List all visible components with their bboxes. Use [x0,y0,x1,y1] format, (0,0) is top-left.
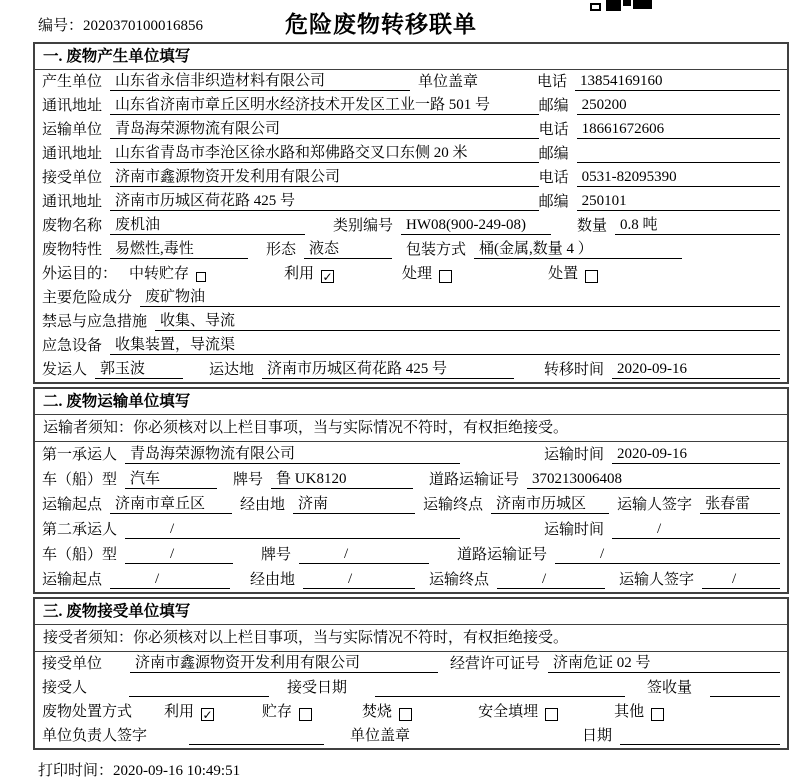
row-second-carrier [35,517,787,542]
addr1-label: 通讯地址 [42,98,103,114]
row-vehicle2 [35,542,787,567]
checkbox-label: 处理 [402,266,433,282]
dest-value: 济南市历城区荷花路 425 号 [262,360,514,379]
recv-date-value [375,679,625,697]
purpose-option-dispose [548,265,598,283]
print-time-value: 2020-09-16 10:49:51 [113,763,241,779]
category-label: 类别编号 [333,218,394,234]
via2-value: / [303,570,415,589]
carrier2-value: / [125,520,460,539]
time2-value: / [612,520,780,539]
checkbox-label: 中转贮存 [129,266,190,282]
checkbox-label: 处置 [548,266,579,282]
start2-value: / [110,570,230,589]
checkbox-icon [439,270,452,283]
quantity-value: 0.8 吨 [615,216,780,235]
traits-value: 易燃性,毒性 [110,240,248,259]
row-hazard-components [35,286,787,310]
row-shipper [35,358,787,382]
recv-unit3-value: 济南市鑫源物资开发利用有限公司 [130,654,438,673]
phone3-value: 0531-82095390 [577,168,780,187]
row-receiver-unit [35,166,787,190]
section-transporter [33,387,789,594]
hazard-value: 废矿物油 [140,288,780,307]
qr-code-fragment-icon [590,0,652,11]
disposal-option-incinerate [362,703,412,721]
plate2-value: / [299,545,429,564]
transfer-time-value: 2020-09-16 [612,360,780,379]
checkbox-label: 贮存 [262,704,293,720]
disposal-option-landfill [478,703,558,721]
time1-label: 运输时间 [543,447,604,463]
plate1-value: 鲁 UK8120 [271,470,413,489]
checkbox-label: 其他 [614,704,645,720]
recv-qty-label: 签收量 [647,680,693,696]
section-producer-title: 一. 废物产生单位填写 [35,44,787,70]
emergency-value: 收集、导流 [155,312,780,331]
manifest-document [33,0,789,780]
carrier1-label: 第一承运人 [42,447,118,463]
sign2-label: 运输人签字 [618,572,694,588]
checkbox-icon [585,270,598,283]
quantity-label: 数量 [577,218,608,234]
carrier1-value: 青岛海荣源物流有限公司 [125,445,460,464]
row-emergency-measures [35,310,787,334]
recv-date-label: 接受日期 [287,680,348,696]
vehicle2-label: 车（船）型 [42,547,118,563]
print-time [33,753,789,780]
time1-value: 2020-09-16 [612,445,780,464]
via1-label: 经由地 [240,497,286,513]
disposal-label: 废物处置方式 [42,704,133,720]
receiver-notice: 接受者须知：你必须核对以上栏目事项，当与实际情况不符时，有权拒绝接受。 [35,625,787,652]
row-waste-name [35,214,787,238]
recv-qty-value [710,679,780,697]
road2-value: / [555,545,780,564]
serial-label: 编号： [38,18,84,34]
produce-unit-value: 山东省永信非织造材料有限公司 [110,72,410,91]
road2-label: 道路运输证号 [457,547,548,563]
row-receiver-person [35,676,787,700]
unit-seal-label: 单位盖章 [418,74,479,90]
disposal-option-other [614,703,664,721]
checkbox-icon [545,708,558,721]
shipper-value: 郭玉波 [95,360,183,379]
transporter-notice: 运输者须知：你必须核对以上栏目事项，当与实际情况不符时，有权拒绝接受。 [35,415,787,442]
row-producer-address [35,94,787,118]
recv-unit3-label: 接受单位 [42,656,103,672]
hazard-label: 主要危险成分 [42,290,133,306]
sign3-label: 单位负责人签字 [42,728,148,744]
row-waste-traits [35,238,787,262]
trans-unit-value: 青岛海荣源物流有限公司 [110,120,539,139]
emergency-label: 禁忌与应急措施 [42,314,148,330]
page-title: 危险废物转移联单 [285,12,477,37]
addr2-label: 通讯地址 [42,146,103,162]
checkbox-checked-icon: ✓ [202,708,213,722]
road1-value: 370213006408 [527,470,780,489]
end2-label: 运输终点 [429,572,490,588]
date3-value [620,727,780,745]
checkbox-label: 焚烧 [362,704,393,720]
trans-unit-label: 运输单位 [42,122,103,138]
addr3-label: 通讯地址 [42,194,103,210]
time2-label: 运输时间 [543,522,604,538]
vehicle2-value: / [125,545,233,564]
phone1-label: 电话 [536,74,567,90]
sign1-label: 运输人签字 [617,497,693,513]
unit-seal3-label: 单位盖章 [350,728,411,744]
packaging-value: 桶(金属,数量 4 ） [474,240,682,259]
license-value: 济南危证 02 号 [548,654,780,673]
phone2-label: 电话 [538,122,569,138]
end1-value: 济南市历城区 [491,495,609,514]
category-value: HW08(900-249-08) [401,216,551,235]
sign1-value: 张春雷 [700,495,780,514]
equipment-value: 收集装置，导流渠 [110,336,780,355]
row-produce-unit [35,70,787,94]
serial-value: 2020370100016856 [83,18,204,34]
purpose-label: 外运目的： [42,266,118,282]
shipper-label: 发运人 [42,362,88,378]
start1-value: 济南市章丘区 [110,495,232,514]
section-receiver-title: 三. 废物接受单位填写 [35,599,787,625]
addr2-value: 山东省青岛市李沧区徐水路和郑佛路交叉口东侧 20 米 [110,144,539,163]
purpose-option-treat [402,265,452,283]
end2-value: / [497,570,605,589]
equipment-label: 应急设备 [42,338,103,354]
checkbox-checked-icon: ✓ [322,270,333,284]
disposal-option-utilize [164,703,214,721]
zip3-value: 250101 [577,192,780,211]
document-header [33,6,789,42]
checkbox-label: 安全填埋 [478,704,539,720]
via1-value: 济南 [293,495,415,514]
recv-unit-label: 接受单位 [42,170,103,186]
traits-label: 废物特性 [42,242,103,258]
license-label: 经营许可证号 [450,656,541,672]
checkbox-label: 利用 [284,266,315,282]
section-producer [33,42,789,384]
recv-unit-value: 济南市鑫源物资开发利用有限公司 [110,168,539,187]
row-receiver-address [35,190,787,214]
row-receive-unit [35,652,787,676]
row-responsible-signature [35,724,787,748]
checkbox-icon [299,708,312,721]
date3-label: 日期 [582,728,613,744]
transfer-time-label: 转移时间 [543,362,604,378]
phone1-value: 13854169160 [575,72,780,91]
sign3-value [189,727,324,745]
vehicle1-value: 汽车 [125,470,217,489]
phone2-value: 18661672606 [577,120,780,139]
checkbox-icon [651,708,664,721]
zip2-value [577,145,780,163]
addr3-value: 济南市历城区荷花路 425 号 [110,192,539,211]
start2-label: 运输起点 [42,572,103,588]
zip2-label: 邮编 [538,146,569,162]
zip3-label: 邮编 [538,194,569,210]
road1-label: 道路运输证号 [429,472,520,488]
form-value: 液态 [304,240,392,259]
print-time-label: 打印时间： [38,763,114,779]
row-vehicle1 [35,467,787,492]
checkbox-label: 利用 [164,704,195,720]
plate2-label: 牌号 [261,547,292,563]
end1-label: 运输终点 [423,497,484,513]
dest-label: 运达地 [209,362,255,378]
section-transporter-title: 二. 废物运输单位填写 [35,389,787,415]
waste-name-value: 废机油 [110,216,305,235]
receiver-label: 接受人 [42,680,88,696]
row-transport-address [35,142,787,166]
row-transport-unit [35,118,787,142]
phone3-label: 电话 [538,170,569,186]
section-receiver [33,597,789,750]
purpose-option-utilize [284,265,334,283]
checkbox-icon [399,708,412,721]
row-purpose [35,262,787,286]
addr1-value: 山东省济南市章丘区明水经济技术开发区工业一路 501 号 [110,96,539,115]
row-disposal-method [35,700,787,724]
row-route1 [35,492,787,517]
row-first-carrier [35,442,787,467]
purpose-option-transfer-storage [129,265,206,283]
start1-label: 运输起点 [42,497,103,513]
plate1-label: 牌号 [233,472,264,488]
carrier2-label: 第二承运人 [42,522,118,538]
via2-label: 经由地 [250,572,296,588]
zip1-value: 250200 [577,96,780,115]
zip1-label: 邮编 [538,98,569,114]
sign2-value: / [702,570,780,589]
row-route2 [35,567,787,592]
waste-name-label: 废物名称 [42,218,103,234]
form-label: 形态 [266,242,297,258]
disposal-option-store [262,703,312,721]
receiver-value [129,679,269,697]
checkbox-icon [196,272,206,282]
row-emergency-equipment [35,334,787,358]
vehicle1-label: 车（船）型 [42,472,118,488]
packaging-label: 包装方式 [406,242,467,258]
produce-unit-label: 产生单位 [42,74,103,90]
